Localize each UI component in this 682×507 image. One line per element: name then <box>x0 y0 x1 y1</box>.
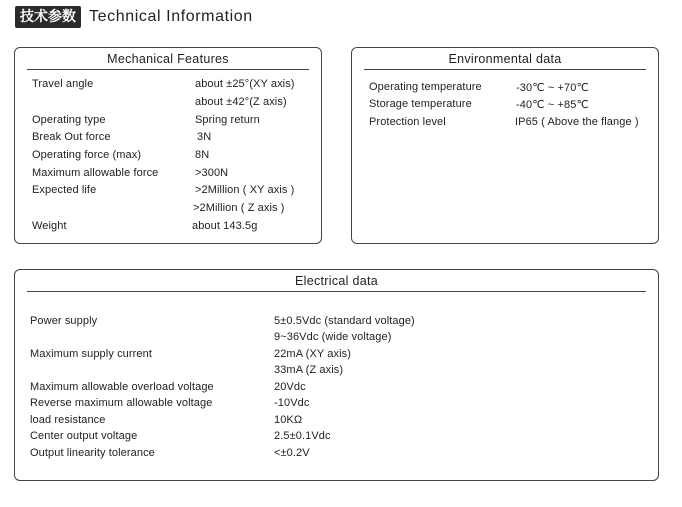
elec-value-max-supply-current-z: 33mA (Z axis) <box>274 364 344 376</box>
mechanical-features-title: Mechanical Features <box>107 52 229 66</box>
mech-value-expected-life-z: >2Million ( Z axis ) <box>193 202 285 214</box>
electrical-data-panel <box>14 269 659 481</box>
mech-value-expected-life-xy: >2Million ( XY axis ) <box>195 184 295 196</box>
mech-value-weight: about 143.5g <box>192 220 258 232</box>
environmental-data-panel <box>351 47 659 244</box>
elec-value-max-supply-current-xy: 22mA (XY axis) <box>274 348 352 360</box>
elec-label-max-supply-current: Maximum supply current <box>30 348 153 360</box>
page-header <box>15 6 253 28</box>
env-label-storage-temperature: Storage temperature <box>369 98 472 110</box>
mech-value-travel-angle-xy: about ±25°(XY axis) <box>195 78 295 90</box>
mech-label-max-allowable-force: Maximum allowable force <box>32 167 159 179</box>
elec-label-power-supply: Power supply <box>30 315 98 327</box>
mech-value-max-allowable-force: >300N <box>195 167 229 179</box>
electrical-title-rule <box>27 291 646 292</box>
mech-value-travel-angle-z: about ±42°(Z axis) <box>195 96 287 108</box>
section-badge: 技术参数 <box>15 6 81 28</box>
elec-value-reverse-max-voltage: -10Vdc <box>274 397 310 409</box>
elec-value-power-supply-standard: 5±0.5Vdc (standard voltage) <box>274 315 415 327</box>
mech-value-operating-type: Spring return <box>195 114 260 126</box>
env-value-storage-temperature: -40℃ ~ +85℃ <box>516 99 589 111</box>
mech-value-break-out-force: 3N <box>197 131 212 143</box>
env-label-operating-temperature: Operating temperature <box>369 81 482 93</box>
env-value-operating-temperature: -30℃ ~ +70℃ <box>516 82 589 94</box>
elec-label-max-overload-voltage: Maximum allowable overload voltage <box>30 381 214 393</box>
page-title: Technical Information <box>89 8 253 25</box>
elec-value-center-output-voltage: 2.5±0.1Vdc <box>274 430 331 442</box>
elec-value-load-resistance: 10KΩ <box>274 414 303 426</box>
mech-label-expected-life: Expected life <box>32 184 97 196</box>
environmental-title-rule <box>364 69 646 70</box>
mechanical-title-rule <box>27 69 309 70</box>
environmental-data-title: Environmental data <box>448 52 562 66</box>
mech-label-weight: Weight <box>32 220 67 232</box>
env-value-protection-level: IP65 ( Above the flange ) <box>515 116 639 128</box>
mech-value-operating-force: 8N <box>195 149 210 161</box>
elec-label-reverse-max-voltage: Reverse maximum allowable voltage <box>30 397 213 409</box>
mech-label-break-out-force: Break Out force <box>32 131 111 143</box>
elec-label-center-output-voltage: Center output voltage <box>30 430 138 442</box>
mechanical-features-panel <box>14 47 322 244</box>
elec-value-output-linearity: <±0.2V <box>274 447 310 459</box>
elec-value-power-supply-wide: 9~36Vdc (wide voltage) <box>274 331 392 343</box>
mech-label-operating-type: Operating type <box>32 114 106 126</box>
mech-label-operating-force: Operating force (max) <box>32 149 142 161</box>
mech-label-travel-angle: Travel angle <box>32 78 94 90</box>
elec-value-max-overload-voltage: 20Vdc <box>274 381 306 393</box>
electrical-data-title: Electrical data <box>294 274 378 288</box>
env-label-protection-level: Protection level <box>369 116 446 128</box>
elec-label-load-resistance: load resistance <box>30 414 106 426</box>
elec-label-output-linearity: Output linearity tolerance <box>30 447 155 459</box>
